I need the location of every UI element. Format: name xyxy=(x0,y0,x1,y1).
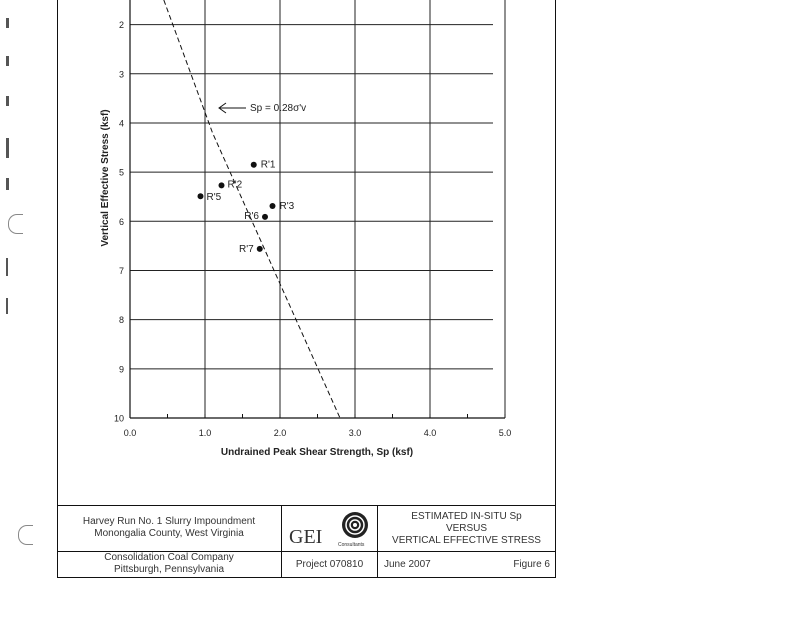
y-axis-label: Vertical Effective Stress (ksf) xyxy=(100,109,111,247)
x-tick-label: 4.0 xyxy=(423,428,437,438)
title-block xyxy=(57,505,556,578)
client-location: Pittsburgh, Pennsylvania xyxy=(113,564,225,575)
y-tick-label: 2 xyxy=(118,20,124,31)
gei-logo-mark xyxy=(340,510,370,540)
data-point xyxy=(270,203,276,209)
project-number: Project 070810 xyxy=(295,559,364,570)
figure-title-line3: VERTICAL EFFECTIVE STRESS xyxy=(392,535,541,546)
gei-logo-text: GEI xyxy=(289,526,323,548)
data-point xyxy=(251,162,257,168)
data-point-label: R'3 xyxy=(279,201,295,213)
trend-annotation: Sp = 0.28σ'v xyxy=(250,103,307,114)
figure-number: Figure 6 xyxy=(513,559,550,570)
x-tick-label: 1.0 xyxy=(198,428,212,438)
x-tick-label: 0.0 xyxy=(123,428,137,438)
data-point xyxy=(257,246,263,252)
figure-date: June 2007 xyxy=(384,559,431,570)
data-point-label: R'7 xyxy=(239,243,254,255)
x-tick-label: 3.0 xyxy=(348,428,362,438)
y-tick-label: 8 xyxy=(118,315,124,326)
data-point xyxy=(198,193,204,199)
data-point-label: R'2 xyxy=(227,179,243,191)
x-axis-label: Undrained Peak Shear Strength, Sp (ksf) xyxy=(220,447,414,458)
project-name: Harvey Run No. 1 Slurry Impoundment xyxy=(82,516,256,527)
figure-title-line1: ESTIMATED IN-SITU Sp xyxy=(411,511,522,522)
y-tick-label: 3 xyxy=(118,69,124,80)
project-info-cell xyxy=(57,506,282,552)
punch-hole-mark xyxy=(18,525,33,545)
date-figure-cell xyxy=(378,552,555,578)
gei-logo-subtext: Consultants xyxy=(338,542,365,548)
data-point xyxy=(219,182,225,188)
figure-title-line2: VERSUS xyxy=(445,523,488,534)
y-tick-label: 6 xyxy=(118,216,124,227)
project-location: Monongalia County, West Virginia xyxy=(94,528,244,539)
data-point-label: R'1 xyxy=(260,159,276,171)
data-point-label: R'5 xyxy=(206,192,222,204)
x-tick-label: 5.0 xyxy=(498,428,512,438)
y-tick-label: 10 xyxy=(113,413,124,424)
client-name: Consolidation Coal Company xyxy=(104,552,234,563)
client-info-cell xyxy=(57,552,282,578)
data-point-label: R'6 xyxy=(244,210,259,222)
logo-cell xyxy=(282,506,378,552)
trend-line xyxy=(164,0,340,418)
project-number-cell xyxy=(282,552,378,578)
y-tick-label: 4 xyxy=(118,118,124,129)
y-tick-label: 5 xyxy=(118,167,124,178)
y-tick-label: 7 xyxy=(118,265,124,276)
y-tick-label: 9 xyxy=(118,364,124,375)
x-tick-label: 2.0 xyxy=(273,428,287,438)
figure-title-cell xyxy=(378,506,555,552)
data-point xyxy=(262,214,268,220)
